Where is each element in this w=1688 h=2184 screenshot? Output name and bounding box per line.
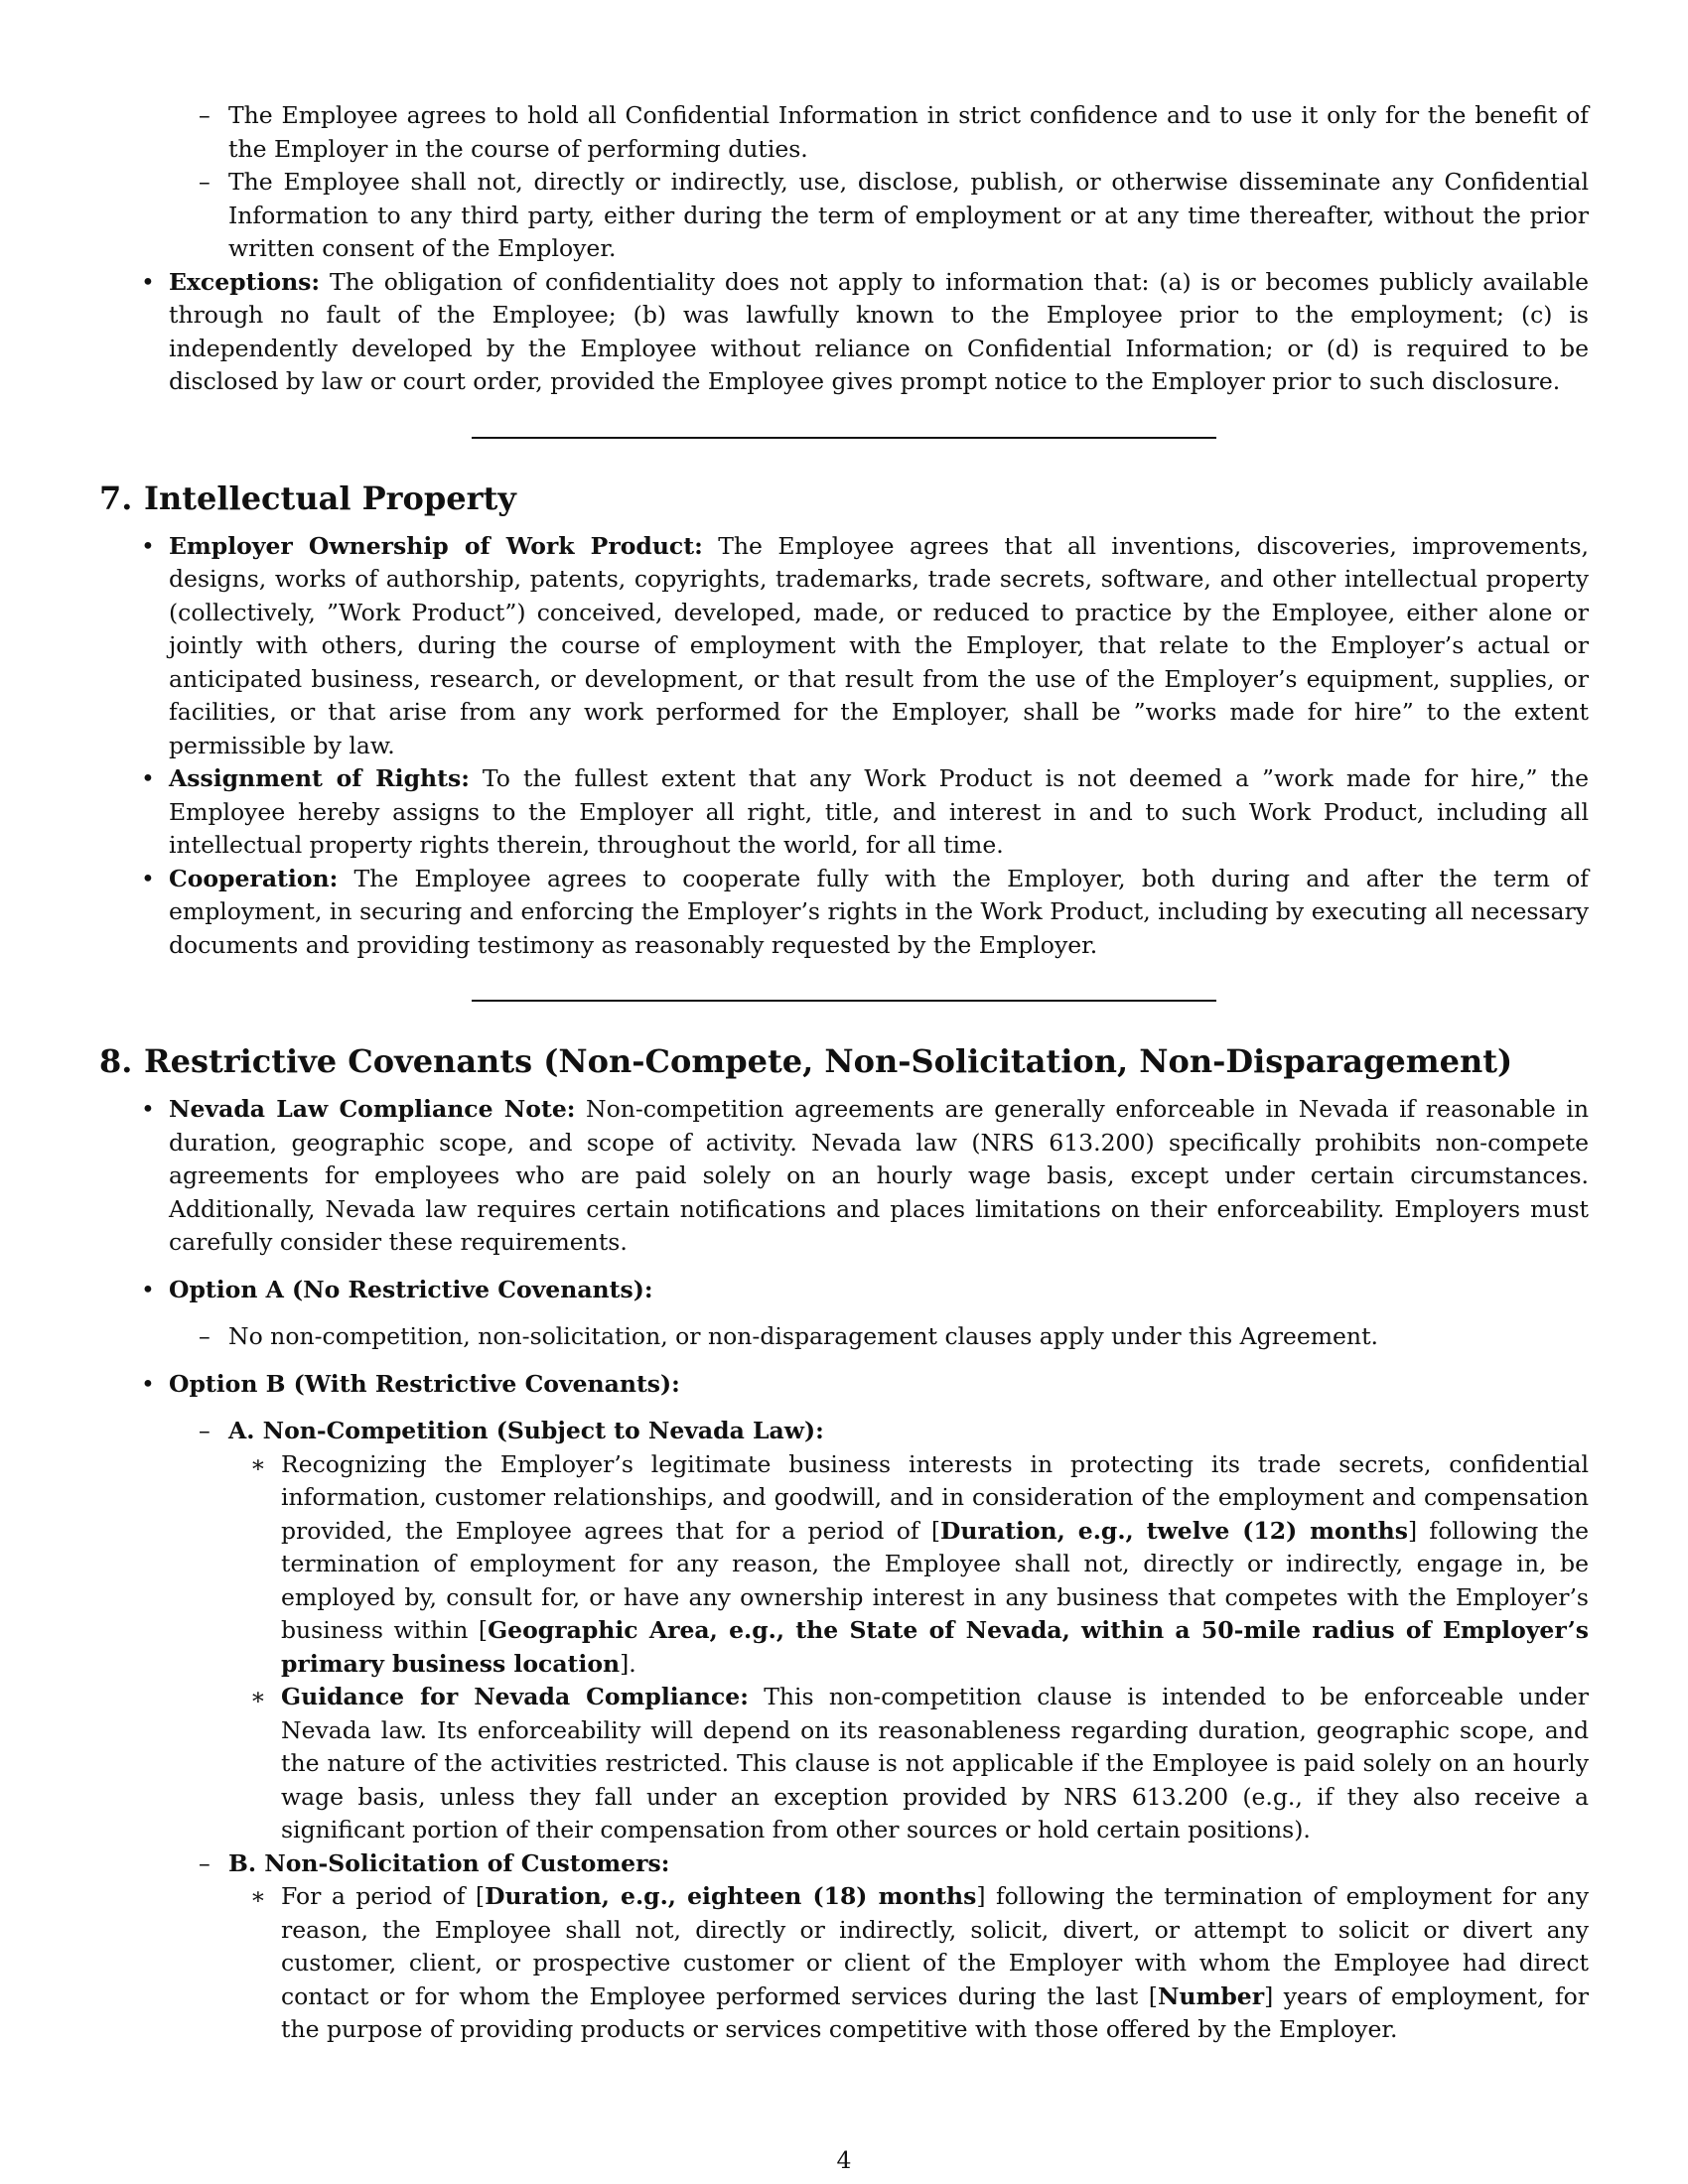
paragraph-text: The Employee agrees to cooperate fully with the Employer, both during and after the term of employment, in securing and enforcing the Employer’s rights in the Work Product, including by executing all necessary documents and providing testimony as reasonably requested by the Employer. <box>169 864 1589 959</box>
list-item-non-solicitation <box>99 1847 1589 1881</box>
list-item-cooperation <box>99 863 1589 963</box>
bullet-marker: • <box>141 1369 155 1398</box>
dash-marker: – <box>199 101 211 129</box>
paragraph-text: ] following the termination of employment for any reason, the Employee shall not, directly or indirectly, solicit, divert, or attempt to solicit or divert any customer, client, or prospective customer or client of the Employer with whom the Employee had direct contact or for whom the Employee performed services during the last [ <box>281 1882 1589 2010</box>
paragraph-text: The Employee shall not, directly or indirectly, use, disclose, publish, or otherwise disseminate any Confidential Information to any third party, either during the term of employment or at any time thereafter, without the prior written consent of the Employer. <box>228 168 1589 262</box>
asterisk-marker: ∗ <box>250 1882 266 1910</box>
list-item-ownership <box>99 530 1589 763</box>
section-divider <box>472 437 1216 439</box>
item-label: Option A (No Restrictive Covenants): <box>169 1275 653 1303</box>
page-number: 4 <box>836 2146 852 2174</box>
paragraph-text: ] following the termination of employment for any reason, the Employee shall not, directly or indirectly, engage in, be employed by, consult for, or have any ownership interest in any business that competes with the Employer’s business within [ <box>281 1516 1589 1644</box>
paragraph-text: No non-competition, non-solicitation, or non-disparagement clauses apply under this Agreement. <box>228 1322 1378 1350</box>
item-label: Exceptions: <box>169 267 321 296</box>
section-number: 7. <box>99 478 133 517</box>
section-divider <box>472 1000 1216 1002</box>
list-item <box>99 99 1589 166</box>
paragraph-text: The obligation of confidentiality does not apply to information that: (a) is or becomes publicly available through no fault of the Employee; (b) was lawfully known to the Employee prior to the employment; (c) is independently developed by the Employee without reliance on Confidential Information; or (d) is required to be disclosed by law or court order, provided the Employee gives prompt notice to the Employer prior to such disclosure. <box>169 267 1590 395</box>
item-label: Employer Ownership of Work Product: <box>169 531 703 560</box>
item-label: Cooperation: <box>169 864 339 892</box>
list-item-assignment <box>99 762 1589 863</box>
paragraph-text: ]. <box>620 1649 636 1678</box>
bullet-marker: • <box>141 531 155 560</box>
list-item-option-a <box>99 1274 1589 1307</box>
asterisk-marker: ∗ <box>250 1449 266 1478</box>
document-page <box>99 99 1589 2047</box>
paragraph-text: The Employee agrees that all inventions, discoveries, improvements, designs, works of authorship, patents, copyrights, trademarks, trade secrets, software, and other intellectual property (collectively, ”Work Product”) conceived, developed, made, or reduced to practice by the Employee, either alone or jointly with others, during the course of employment with the Employer, that relate to the Employer’s actual or anticipated business, research, or development, or that result from the use of the Employer’s equipment, supplies, or facilities, or that arise from any work performed for the Employer, shall be ”works made for hire” to the extent permissible by law. <box>169 531 1589 759</box>
section-number: 8. <box>99 1042 133 1080</box>
section-title: Intellectual Property <box>144 478 516 517</box>
item-label: Assignment of Rights: <box>169 764 470 792</box>
placeholder-number: Number <box>1157 1981 1265 2010</box>
asterisk-marker: ∗ <box>250 1683 266 1710</box>
bullet-marker: • <box>141 764 155 792</box>
paragraph-text: For a period of [ <box>281 1882 486 1910</box>
bullet-marker: • <box>141 864 155 892</box>
paragraph-text: This non-competition clause is intended to be enforceable under Nevada law. Its enforceability will depend on its reasonableness regarding duration, geographic scope, and the nature of the activities restricted. This clause is not applicable if the Employee is paid solely on an hourly wage basis, unless they fall under an exception provided by NRS 613.200 (e.g., if they also receive a significant portion of their compensation from other sources or hold certain positions). <box>281 1683 1589 1843</box>
list-item-exceptions <box>99 266 1589 399</box>
item-label: Guidance for Nevada Compliance: <box>281 1683 749 1710</box>
list-item <box>99 166 1589 266</box>
dash-marker: – <box>199 168 211 196</box>
placeholder-geographic-area: Geographic Area, e.g., the State of Nevada, within a 50-mile radius of Employer’s primary business location <box>281 1616 1590 1678</box>
item-label: B. Non-Solicitation of Customers: <box>228 1848 670 1877</box>
section-title: Restrictive Covenants (Non-Compete, Non-Solicitation, Non-Disparagement) <box>144 1042 1513 1080</box>
paragraph-text: Non-competition agreements are generally enforceable in Nevada if reasonable in duration, geographic scope, and scope of activity. Nevada law (NRS 613.200) specifically prohibits non-compete agreements for employees who are paid solely on an hourly wage basis, except under certain circumstances. Additionally, Nevada law requires certain notifications and places limitations on their enforceability. Employers must carefully consider these requirements. <box>169 1095 1589 1256</box>
dash-marker: – <box>199 1848 211 1877</box>
paragraph-text: To the fullest extent that any Work Product is not deemed a ”work made for hire,” the Employee hereby assigns to the Employer all right, title, and interest in and to such Work Product, including all intellectual property rights therein, throughout the world, for all time. <box>169 764 1589 859</box>
paragraph-text: The Employee agrees to hold all Confidential Information in strict confidence and to use it only for the benefit of the Employer in the course of performing duties. <box>228 101 1589 163</box>
dash-marker: – <box>199 1322 211 1350</box>
section-heading-7 <box>99 478 1589 518</box>
bullet-marker: • <box>141 1275 155 1303</box>
list-item <box>99 1320 1589 1354</box>
list-item-nevada-note <box>99 1093 1589 1260</box>
placeholder-duration: Duration, e.g., eighteen (18) months <box>485 1882 977 1910</box>
bullet-marker: • <box>141 1095 155 1123</box>
paragraph-text: Recognizing the Employer’s legitimate business interests in protecting its trade secrets, confidential information, customer relationships, and goodwill, and in consideration of the employment and compensation provided, the Employee agrees that for a period of [ <box>281 1449 1589 1545</box>
list-item <box>99 1448 1589 1682</box>
list-item-option-b <box>99 1368 1589 1402</box>
item-label: Nevada Law Compliance Note: <box>169 1095 576 1123</box>
item-label: Option B (With Restrictive Covenants): <box>169 1369 680 1398</box>
paragraph-text: ] years of employment, for the purpose of providing products or services competitive with those offered by the Employer. <box>281 1981 1590 2043</box>
bullet-marker: • <box>141 267 155 296</box>
item-label: A. Non-Competition (Subject to Nevada Law): <box>228 1417 824 1444</box>
list-item-non-competition <box>99 1415 1589 1448</box>
dash-marker: – <box>199 1417 211 1444</box>
list-item <box>99 1880 1589 2047</box>
list-item <box>99 1681 1589 1847</box>
section-heading-8 <box>99 1041 1589 1081</box>
placeholder-duration: Duration, e.g., twelve (12) months <box>940 1516 1408 1545</box>
